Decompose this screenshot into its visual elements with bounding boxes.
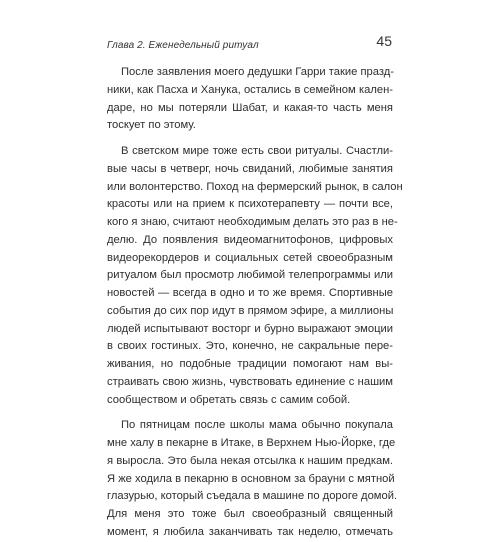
paragraph (107, 64, 393, 135)
text-line: Для меня это тоже был своеобразный священный (107, 508, 393, 520)
text-line: мне халу в пекарне в Итаке, в Верхнем Нью-Йорке, где (107, 437, 396, 449)
paragraph (107, 417, 398, 541)
text-line: ники, как Пасха и Ханука, остались в семейном кален- (107, 83, 393, 96)
page-number: 45 (376, 33, 392, 49)
text-line: я выросла. Это была некая отсылка к нашим предкам. (107, 454, 393, 467)
body-text (107, 64, 403, 542)
text-line: даре, но мы потеряли Шабат, и какая-то часть меня (107, 101, 393, 114)
text-line: красоты или на прием к психотерапевту — почти все, (107, 198, 393, 211)
text-line: страивать свою жизнь, чувствовать единение с нашим (107, 375, 393, 388)
text-line: глазурью, который съедала в машине по дороге домой. (107, 490, 398, 503)
text-line: После заявления моего дедушки Гарри такие празд- (121, 66, 394, 78)
text-line: вые часы в четверг, ночь свиданий, любимые занятия (107, 162, 393, 175)
text-line: сообществом и обретать связь с самим собой. (107, 393, 351, 406)
text-line: видеорекордеров и социальных сетей своеобразным (107, 251, 393, 264)
text-line: или волонтерство. Поход на фермерский рынок, в салон (107, 180, 403, 193)
running-header: Глава 2. Еженедельный ритуал (107, 40, 259, 51)
text-line: новостей — всегда в одно и то же время. Спортивные (107, 287, 393, 299)
text-line: В светском мире тоже есть свои ритуалы. Счастли- (121, 145, 393, 157)
text-line: в своих гостиных. Это, конечно, не сакральные пере- (107, 340, 393, 353)
text-line: момент, я любила заканчивать так неделю, отмечать (107, 525, 393, 538)
text-line: кого я знаю, считают необходимым делать это раз в не- (107, 216, 398, 228)
text-line: события до сих пор идут в прямом эфире, а миллионы (107, 304, 394, 317)
text-line: делю. До появления видеомагнитофонов, цифровых (107, 233, 393, 246)
text-line: По пятницам после школы мама обычно покупала (121, 419, 393, 432)
text-line: людей испытывают восторг и бурно выражают эмоции (107, 322, 393, 335)
text-line: ритуалом был просмотр любимой телепрограммы или (107, 269, 393, 282)
text-line: Я же ходила в пекарню в основном за брауни с мятной (107, 472, 395, 485)
text-line: тоскует по этому. (107, 119, 196, 132)
text-line: живания, но подобные традиции помогают нам вы- (107, 358, 393, 370)
paragraph (107, 143, 403, 409)
